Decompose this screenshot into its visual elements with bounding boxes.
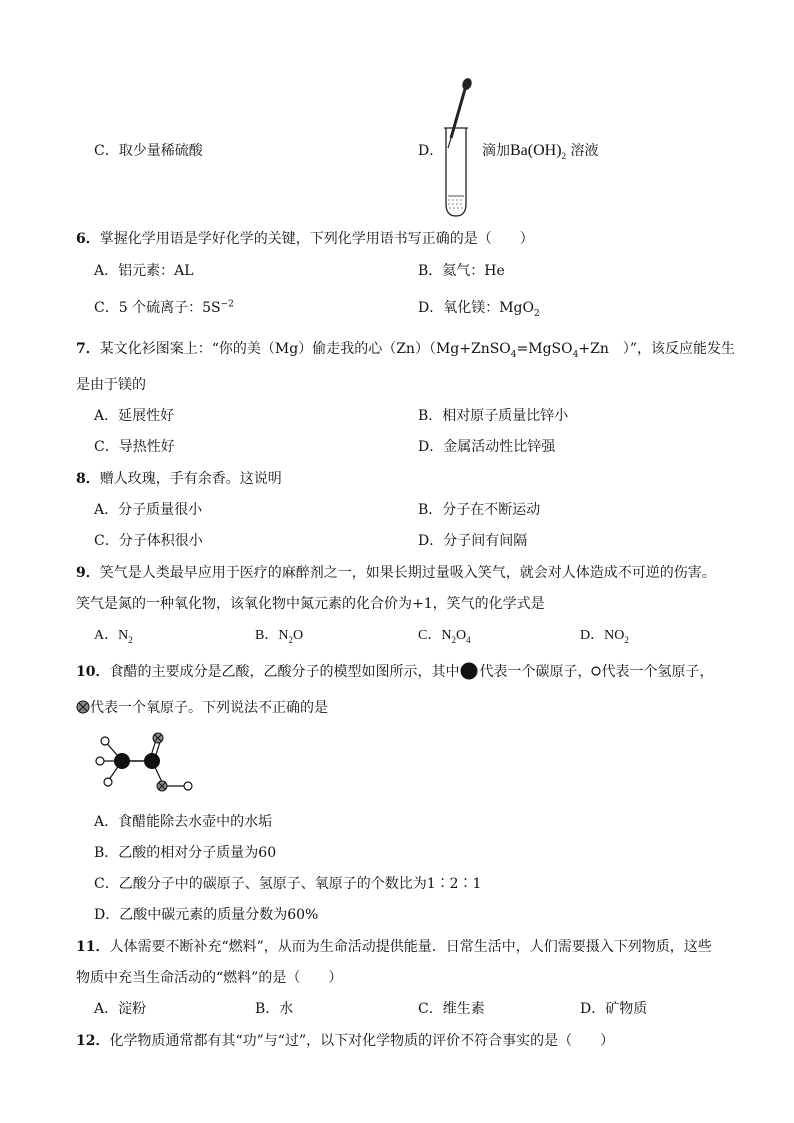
q10-stem-part4: 代表一个氧原子。下列说法不正确的是 xyxy=(90,700,328,716)
q6-c-text: C．5 个硫离子：5S xyxy=(94,300,221,316)
q5-d-formula-a: Ba xyxy=(510,142,528,159)
q7-option-b: B．相对原子质量比锌小 xyxy=(418,408,569,424)
q8-option-b: B．分子在不断运动 xyxy=(418,502,541,518)
q5-d-suffix: 溶液 xyxy=(566,143,599,159)
q12-stem-text: 化学物质通常都有其“功”与“过”，以下对化学物质的评价不符合事实的是（ ） xyxy=(109,1033,615,1049)
q6-option-a: A．铝元素：AL xyxy=(94,263,194,279)
test-tube-dropper-icon xyxy=(436,76,476,220)
q11-option-b: B．水 xyxy=(255,1001,294,1017)
q9-d-text: D．NO xyxy=(580,628,625,643)
q9-a-sub: 2 xyxy=(128,634,133,645)
q9-c-sub1: 2 xyxy=(451,634,456,645)
q8-option-c: C．分子体积很小 xyxy=(94,533,203,549)
q10-option-c: C．乙酸分子中的碳原子、氢原子、氧原子的个数比为1∶2∶1 xyxy=(94,876,482,892)
q7-stem-part1: 某文化衫图案上：“你的美（Mg）偷走我的心（Zn）（Mg+ZnSO xyxy=(99,341,511,357)
q9-stem-text1: 笑气是人类最早应用于医疗的麻醉剂之一，如果长期过量吸入笑气，就会对人体造成不可逆的伤害。 xyxy=(99,565,716,581)
hydrogen-atom-icon xyxy=(591,665,601,677)
q6-c-sup: −2 xyxy=(220,299,234,310)
q9-b-text: B．N xyxy=(255,628,289,643)
q9-c-text2: O xyxy=(455,628,467,643)
q7-option-c: C．导热性好 xyxy=(94,439,175,455)
q9-c-sub2: 4 xyxy=(466,634,471,645)
q9-d-sub: 2 xyxy=(624,634,629,645)
q6-option-b: B．氦气：He xyxy=(418,263,505,279)
q10-number: 10． xyxy=(76,664,110,680)
q6-d-sub: 2 xyxy=(534,308,540,319)
q9-option-a xyxy=(94,624,133,645)
q12-stem xyxy=(76,1030,614,1050)
q10-stem-part3: 代表一个氢原子， xyxy=(601,664,714,680)
q5-d-formula-sub: 2 xyxy=(561,150,567,161)
q10-stem-line2 xyxy=(76,697,328,717)
q11-option-c: C．维生素 xyxy=(418,1001,485,1017)
q5-option-d-label: D． xyxy=(418,143,444,159)
q8-number: 8． xyxy=(76,471,100,487)
q6-number: 6． xyxy=(76,231,100,247)
q11-option-d: D．矿物质 xyxy=(580,1001,648,1017)
q10-stem-line1 xyxy=(76,661,713,681)
q10-stem-part2: 代表一个碳原子， xyxy=(479,664,592,680)
q8-stem-text: 赠人玫瑰，手有余香。这说明 xyxy=(99,471,282,487)
q12-number: 12． xyxy=(76,1033,110,1049)
q10-option-b: B．乙酸的相对分子质量为60 xyxy=(94,845,277,861)
q7-number: 7． xyxy=(76,341,100,357)
q6-option-d xyxy=(418,297,540,319)
q7-option-d: D．金属活动性比锌强 xyxy=(418,439,556,455)
q9-option-d xyxy=(580,624,629,645)
q7-stem xyxy=(76,338,735,360)
q7-stem-sub1: 4 xyxy=(510,349,517,360)
q9-number: 9． xyxy=(76,565,100,581)
q8-option-d: D．分子间有间隔 xyxy=(418,533,528,549)
q9-a-text: A．N xyxy=(94,628,129,643)
q5-option-d-text xyxy=(482,140,599,161)
q11-stem-line1 xyxy=(76,936,712,956)
carbon-atom-icon xyxy=(459,662,479,680)
q9-option-c xyxy=(418,624,471,645)
q5-option-c: C．取少量稀硫酸 xyxy=(94,143,203,159)
q10-option-d: D．乙酸中碳元素的质量分数为60% xyxy=(94,907,319,923)
q11-stem-text1: 人体需要不断补充“燃料”，从而为生命活动提供能量．日常生活中，人们需要摄入下列物质，这些 xyxy=(109,939,712,955)
q5-d-formula-b: (OH) xyxy=(527,142,562,159)
q9-stem-line2: 笑气是氮的一种氧化物，该氧化物中氮元素的化合价为+1，笑气的化学式是 xyxy=(76,596,545,612)
q8-stem xyxy=(76,468,282,488)
q7-stem-part2: =MgSO xyxy=(516,341,573,357)
q11-stem-line2: 物质中充当生命活动的“燃料”的是（ ） xyxy=(76,970,343,986)
q10-option-a: A．食醋能除去水壶中的水垢 xyxy=(94,814,273,830)
q8-option-a: A．分子质量很小 xyxy=(94,502,203,518)
q6-stem-text: 掌握化学用语是学好化学的关键，下列化学用语书写正确的是（ ） xyxy=(99,231,534,247)
acetic-acid-model-icon xyxy=(94,730,198,794)
q6-option-c xyxy=(94,297,234,317)
q5-d-verb: 滴加 xyxy=(482,143,510,159)
q7-stem-part3: +Zn ）”，该反应能发生 xyxy=(578,341,736,357)
q9-stem-line1 xyxy=(76,562,716,582)
q6-d-text: D．氧化镁：MgO xyxy=(418,300,534,316)
q9-c-text: C．N xyxy=(418,628,452,643)
q11-option-a: A．淀粉 xyxy=(94,1001,147,1017)
q9-b-sub: 2 xyxy=(288,634,293,645)
q7-stem-line2: 是由于镁的 xyxy=(76,377,146,393)
oxygen-atom-icon xyxy=(76,700,90,714)
q7-option-a: A．延展性好 xyxy=(94,408,175,424)
q10-stem-part1: 食醋的主要成分是乙酸，乙酸分子的模型如图所示，其中 xyxy=(109,664,460,680)
q7-stem-sub2: 4 xyxy=(572,349,579,360)
q9-b-text2: O xyxy=(292,628,304,643)
q9-option-b xyxy=(255,624,303,645)
q11-number: 11． xyxy=(76,939,110,955)
q6-stem xyxy=(76,228,534,248)
